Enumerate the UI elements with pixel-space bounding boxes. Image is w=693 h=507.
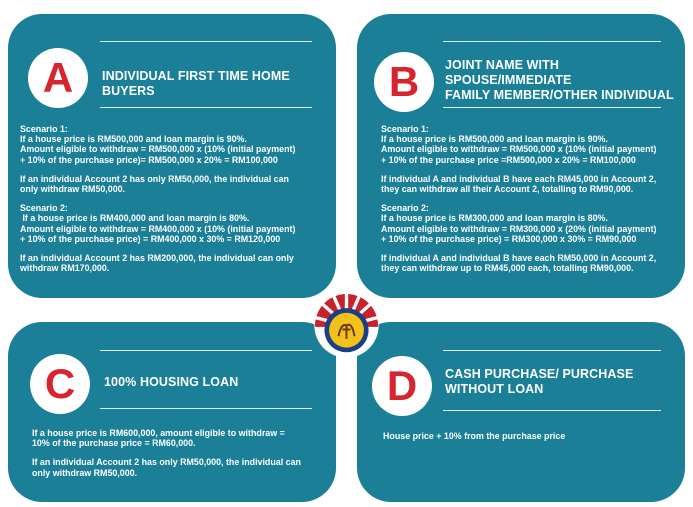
card-a-badge: A (28, 48, 88, 108)
card-b-top-rule (443, 41, 661, 42)
card-b-body (381, 124, 656, 282)
card-c-badge: C (30, 354, 90, 414)
card-c-note: If an individual Account 2 has only RM50,000, the individual can only withdraw RM50,000. (32, 457, 301, 478)
card-a-scenario-2: Scenario 2: If a house price is RM400,000 and loan margin is 80%. Amount eligible to withdraw = RM400,000 x (10% (initial payment) + 10% of the purchase price) = RM400,000 x 30% = RM120,000 (20, 203, 296, 244)
card-a-body (20, 124, 295, 282)
card-c-top-rule (100, 350, 312, 351)
card-c-bottom-rule (100, 408, 312, 409)
card-a-scenario-1: Scenario 1: If a house price is RM500,000 and loan margin is 90%. Amount eligible to withdraw = RM500,000 x (10% (initial payment) + 10% of the purchase price)= RM500,000 x 20% = RM100,000 (20, 124, 296, 165)
card-c-housing-loan (8, 322, 336, 502)
card-b-bottom-rule (443, 107, 661, 108)
card-c-body (32, 428, 301, 487)
card-c-title: 100% HOUSING LOAN (104, 375, 239, 389)
card-b-title: JOINT NAME WITH SPOUSE/IMMEDIATE FAMILY MEMBER/OTHER INDIVIDUAL (445, 58, 674, 102)
card-a-individual-first-time (8, 14, 336, 298)
card-c-example: If a house price is RM600,000, amount eligible to withdraw = 10% of the purchase price = RM60,000. (32, 428, 285, 449)
card-a-note-2: If an individual Account 2 has RM200,000, the individual can only withdraw RM170,000. (20, 253, 294, 274)
card-b-note-1: If individual A and individual B have each RM45,000 in Account 2, they can withdraw all their Account 2, totalling to RM90,000. (381, 173, 657, 195)
card-d-bottom-rule (443, 410, 661, 411)
card-d-top-rule (443, 350, 661, 351)
card-b-badge: B (374, 52, 434, 112)
card-b-joint-name (357, 14, 685, 298)
card-d-cash-purchase (357, 322, 685, 502)
card-a-note-1: If an individual Account 2 has only RM50,000, the individual can only withdraw RM50,000. (20, 173, 289, 195)
card-b-note-2: If individual A and individual B have each RM50,000 in Account 2, they can withdraw up to RM45,000 each, totalling RM90,000. (381, 253, 657, 274)
card-d-badge: D (372, 356, 432, 416)
card-d-title: CASH PURCHASE/ PURCHASE WITHOUT LOAN (445, 367, 634, 396)
card-b-scenario-2: Scenario 2: If a house price is RM300,000 and loan margin is 80%. Amount eligible to withdraw = RM300,000 x (20% (initial payment) + 10% of the purchase price) = RM300,000 x 30% = RM90,000 (381, 203, 657, 244)
card-d-formula: House price + 10% from the purchase price (383, 431, 566, 441)
card-d-body (383, 431, 565, 450)
card-a-top-rule (100, 41, 312, 42)
card-a-title: INDIVIDUAL FIRST TIME HOME BUYERS (102, 69, 290, 98)
card-a-bottom-rule (100, 107, 312, 108)
kwsp-logo-icon (313, 292, 380, 359)
card-b-scenario-1: Scenario 1: If a house price is RM500,000 and loan margin is 90%. Amount eligible to withdraw = RM500,000 x (10% (initial payment) + 10% of the purchase price =RM500,000 x 20% = RM100,000 (381, 124, 657, 165)
